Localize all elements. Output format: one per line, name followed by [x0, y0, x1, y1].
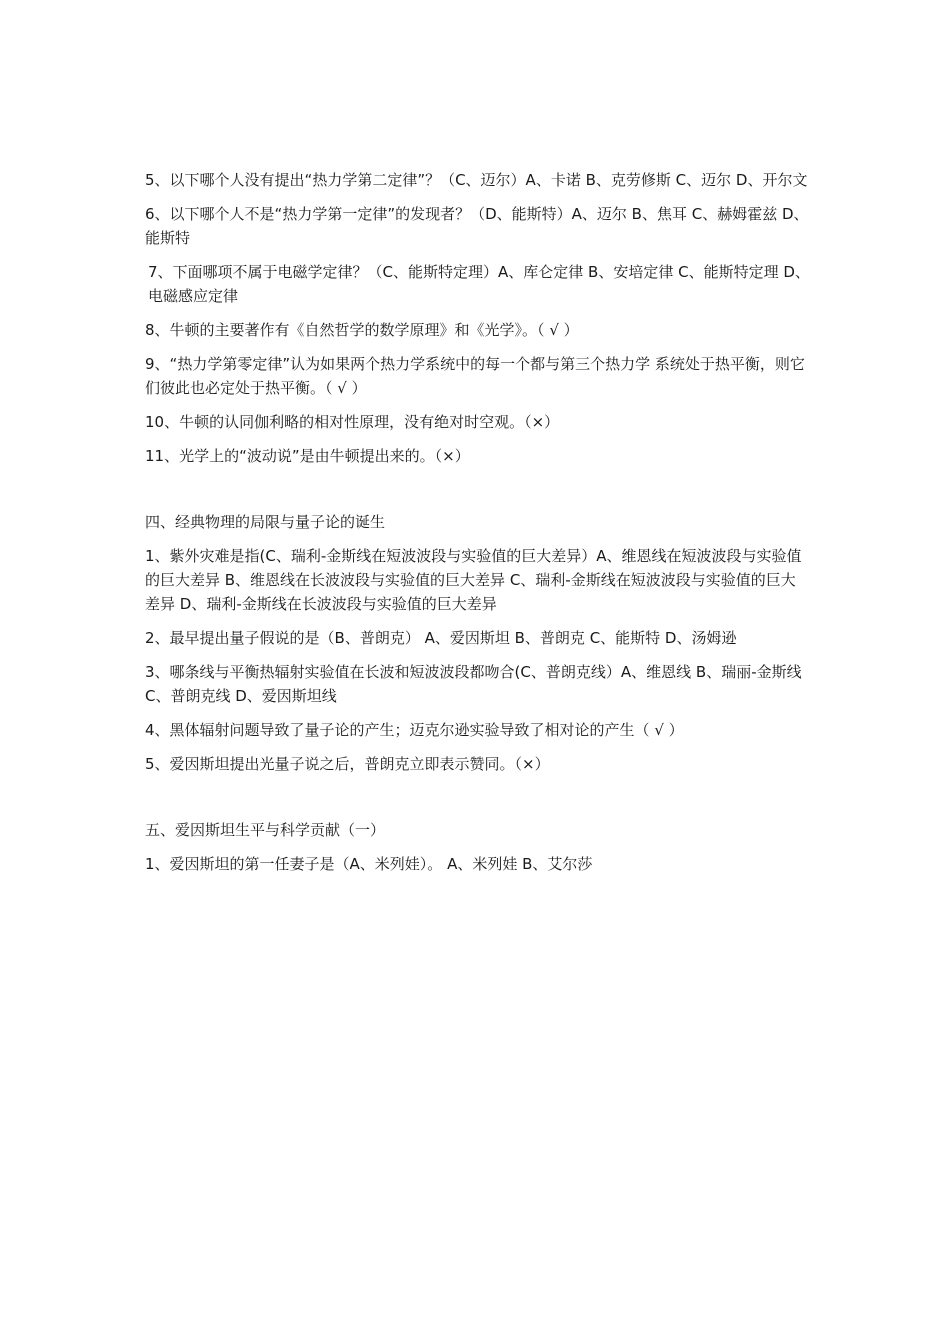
section-heading: 五、爱因斯坦生平与科学贡献（一） — [145, 821, 386, 839]
section-thermodynamics — [145, 168, 810, 468]
question-item: 3、哪条线与平衡热辐射实验值在长波和短波波段都吻合(C、普朗克线）A、维恩线 B、瑞丽-金斯线 C、普朗克线 D、爱因斯坦线 — [145, 663, 802, 705]
section-heading: 四、经典物理的局限与量子论的诞生 — [145, 513, 386, 531]
section-spacer — [145, 478, 810, 510]
document-page — [145, 168, 810, 886]
question-item: 5、以下哪个人没有提出“热力学第二定律”？（C、迈尔）A、卡诺 B、克劳修斯 C、迈尔 D、开尔文 — [145, 171, 808, 189]
section-spacer — [145, 786, 810, 818]
question-item: 6、以下哪个人不是“热力学第一定律”的发现者？（D、能斯特）A、迈尔 B、焦耳 C、赫姆霍兹 D、能斯特 — [145, 205, 809, 247]
question-item: 4、黑体辐射问题导致了量子论的产生；迈克尔逊实验导致了相对论的产生（ √ ） — [145, 721, 684, 739]
question-item: 1、紫外灾难是指(C、瑞利-金斯线在短波波段与实验值的巨大差异）A、维恩线在短波波段与实验值的巨大差异 B、维恩线在长波波段与实验值的巨大差异 C、瑞利-金斯线在短波波段与实验值的巨大差异 D、瑞利-金斯线在长波波段与实验值的巨大差异 — [145, 547, 802, 613]
section-einstein — [145, 818, 810, 876]
question-item: 2、最早提出量子假说的是（B、普朗克） A、爱因斯坦 B、普朗克 C、能斯特 D、汤姆逊 — [145, 629, 737, 647]
question-item: 1、爱因斯坦的第一任妻子是（A、米列娃）。 A、米列娃 B、艾尔莎 — [145, 855, 593, 873]
question-item: 8、牛顿的主要著作有《自然哲学的数学原理》和《光学》。（ √ ） — [145, 321, 579, 339]
question-item: 7、下面哪项不属于电磁学定律？（C、能斯特定理）A、库仑定律 B、安培定律 C、能斯特定理 D、电磁感应定律 — [148, 263, 810, 305]
question-item: 10、牛顿的认同伽利略的相对性原理，没有绝对时空观。（×） — [145, 413, 560, 431]
question-item: 9、“热力学第零定律”认为如果两个热力学系统中的每一个都与第三个热力学 系统处于热平衡，则它们彼此也必定处于热平衡。（ √ ） — [145, 355, 805, 397]
section-quantum-origin — [145, 510, 810, 776]
question-item: 5、爱因斯坦提出光量子说之后，普朗克立即表示赞同。（×） — [145, 755, 550, 773]
question-item: 11、光学上的“波动说”是由牛顿提出来的。（×） — [145, 447, 470, 465]
